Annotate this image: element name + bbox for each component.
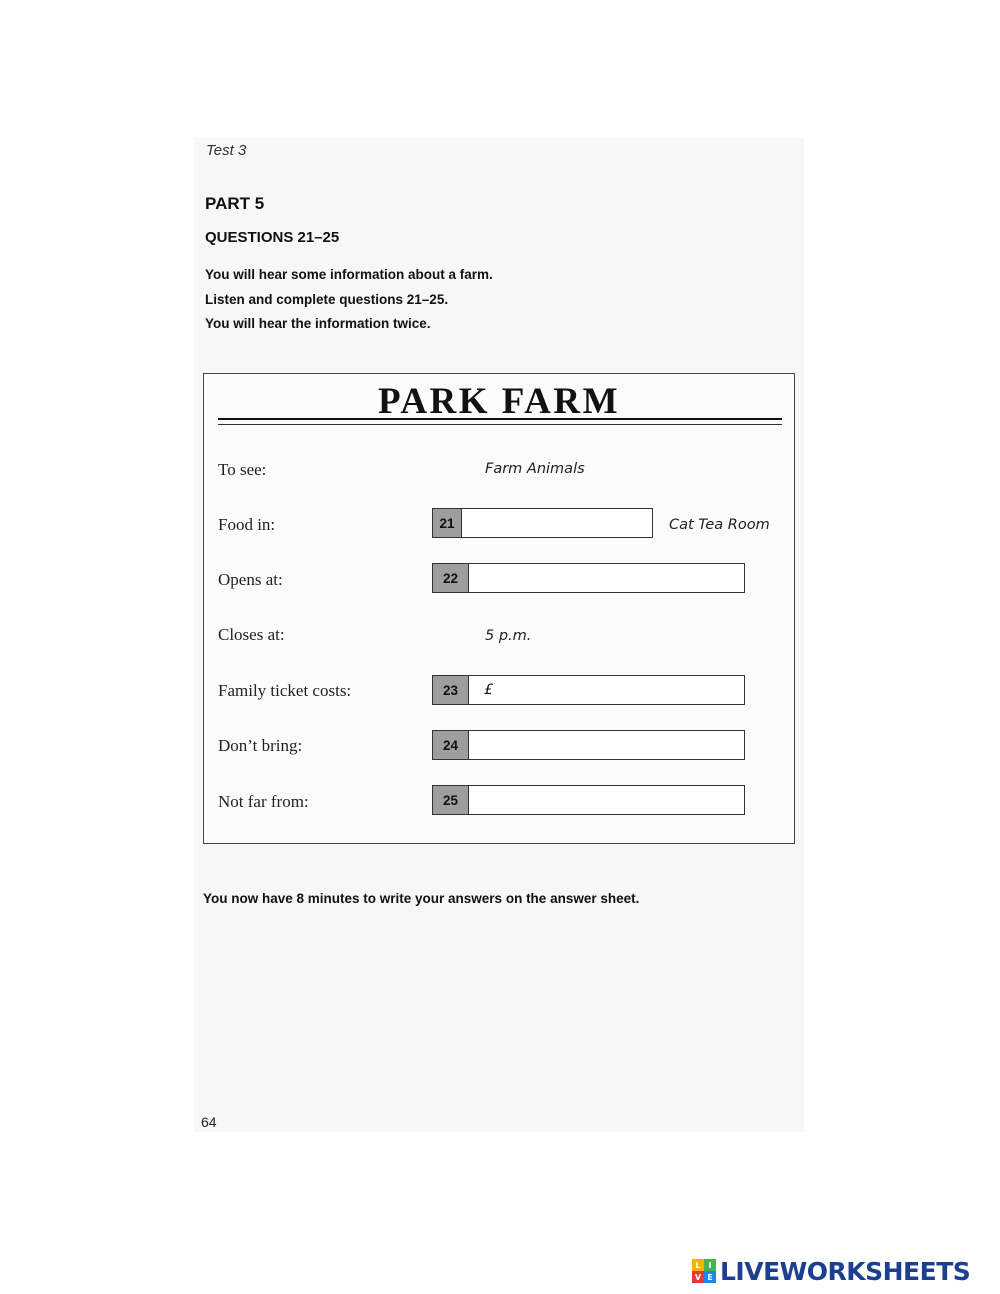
question-number-25: 25 [433,786,469,814]
instruction-line: You will hear some information about a farm. [205,267,493,282]
answer-input-22[interactable] [469,564,744,592]
answer-input-25[interactable] [469,786,744,814]
answer-field-24 [432,730,745,760]
test-label: Test 3 [206,142,247,159]
park-farm-form [203,373,795,844]
question-number-23: 23 [433,676,469,704]
answer-input-21[interactable] [462,509,652,537]
logo-tile: L [692,1259,704,1271]
answer-field-22 [432,563,745,593]
currency-prefix: £ [484,682,493,698]
logo-tile: V [692,1271,704,1283]
label-dont-bring: Don’t bring: [218,736,303,755]
instruction-line: Listen and complete questions 21–25. [205,291,449,307]
part-title: PART 5 [205,194,265,213]
answer-field-23 [432,675,745,705]
form-title: PARK FARM [377,381,621,422]
answer-field-21 [432,508,653,538]
brand-name: LIVEWORKSHEETS [720,1256,971,1286]
liveworksheets-logo-icon [692,1259,716,1283]
answer-input-24[interactable] [469,731,744,759]
label-not-far-from: Not far from: [218,792,309,811]
footer-note: You now have 8 minutes to write your answers on the answer sheet. [203,891,640,906]
given-to-see: Farm Animals [485,461,585,477]
given-closes-at: 5 p.m. [485,628,532,644]
instruction-line: You will hear the information twice. [205,316,431,331]
question-number-22: 22 [433,564,469,592]
title-divider [218,418,782,420]
label-family-ticket: Family ticket costs: [218,681,352,700]
answer-input-23[interactable] [493,676,744,704]
logo-tile: E [704,1271,716,1283]
label-food-in: Food in: [218,515,276,534]
given-suffix-food-in: Cat Tea Room [669,517,770,533]
instructions [205,263,493,337]
question-number-24: 24 [433,731,469,759]
title-divider-thin [218,424,782,425]
liveworksheets-brand [692,1256,970,1286]
label-opens-at: Opens at: [218,570,283,589]
logo-tile: I [704,1259,716,1271]
question-number-21: 21 [433,509,462,537]
page-number: 64 [201,1114,217,1130]
questions-title: QUESTIONS 21–25 [205,229,340,246]
label-to-see: To see: [218,460,267,479]
label-closes-at: Closes at: [218,625,285,644]
answer-field-25 [432,785,745,815]
